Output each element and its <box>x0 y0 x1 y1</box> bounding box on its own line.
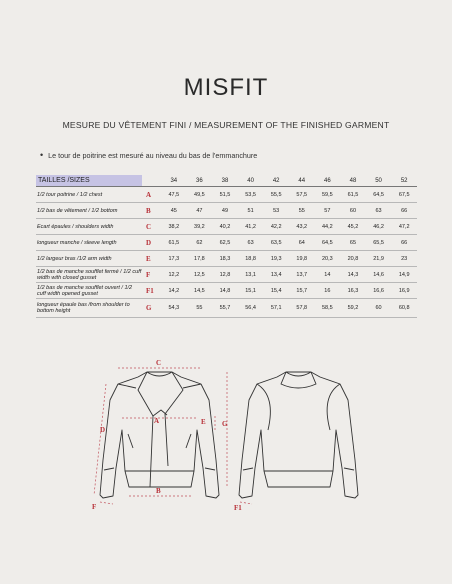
row-label: 1/2 largeur bras /1/2 arm width <box>36 251 142 267</box>
cell: 49,5 <box>187 187 213 203</box>
cell: 55,7 <box>212 299 238 318</box>
measure-label-b: B <box>156 487 161 495</box>
cell: 14 <box>315 267 341 283</box>
cell: 20,8 <box>340 251 366 267</box>
table-header-letter-cell <box>142 175 161 187</box>
cell: 47,5 <box>161 187 187 203</box>
cell: 15,7 <box>289 283 315 299</box>
cell: 57,1 <box>263 299 289 318</box>
size-header: 50 <box>366 175 392 187</box>
cell: 23 <box>391 251 417 267</box>
measure-label-f1: F1 <box>234 504 242 512</box>
cell: 20,3 <box>315 251 341 267</box>
cell: 57,8 <box>289 299 315 318</box>
row-letter: G <box>142 299 161 318</box>
cell: 38,2 <box>161 219 187 235</box>
cell: 57 <box>315 203 341 219</box>
cell: 51 <box>238 203 264 219</box>
cell: 51,5 <box>212 187 238 203</box>
jacket-technical-drawing <box>0 350 452 530</box>
measure-label-c: C <box>156 359 162 367</box>
table-row <box>36 235 417 251</box>
cell: 14,8 <box>212 283 238 299</box>
row-letter: B <box>142 203 161 219</box>
cell: 45 <box>161 203 187 219</box>
cell: 66 <box>391 235 417 251</box>
table-header-label: TAILLES /SIZES <box>36 175 142 187</box>
cell: 12,5 <box>187 267 213 283</box>
size-header: 48 <box>340 175 366 187</box>
cell: 39,2 <box>187 219 213 235</box>
cell: 62,5 <box>212 235 238 251</box>
cell: 56,4 <box>238 299 264 318</box>
cell: 54,3 <box>161 299 187 318</box>
cell: 12,8 <box>212 267 238 283</box>
table-row <box>36 299 417 318</box>
cell: 61,5 <box>161 235 187 251</box>
row-label: 1/2 bas de manche soufflet fermé / 1/2 cuff width with closed gusset <box>37 268 142 281</box>
cell: 46,2 <box>366 219 392 235</box>
cell: 45,2 <box>340 219 366 235</box>
bullet-icon: • <box>40 150 44 160</box>
row-letter: D <box>142 235 161 251</box>
size-header: 46 <box>315 175 341 187</box>
cell: 63 <box>238 235 264 251</box>
cell: 55 <box>289 203 315 219</box>
cell: 13,1 <box>238 267 264 283</box>
note-text: Le tour de poitrine est mesuré au niveau du bas de l'emmanchure <box>48 151 258 160</box>
chest-note <box>40 150 257 160</box>
cell: 64,5 <box>366 187 392 203</box>
size-header: 36 <box>187 175 213 187</box>
measure-label-f: F <box>92 503 97 511</box>
measure-label-g: G <box>222 420 228 428</box>
table-row <box>36 267 417 283</box>
cell: 59,2 <box>340 299 366 318</box>
cell: 14,6 <box>366 267 392 283</box>
cell: 19,3 <box>263 251 289 267</box>
cell: 13,4 <box>263 267 289 283</box>
cell: 61,5 <box>340 187 366 203</box>
cell: 18,3 <box>212 251 238 267</box>
cell: 16,6 <box>366 283 392 299</box>
size-header: 44 <box>289 175 315 187</box>
table-row <box>36 203 417 219</box>
row-label: 1/2 tour poitrine / 1/2 chest <box>36 187 142 203</box>
cell: 53 <box>263 203 289 219</box>
cell: 67,5 <box>391 187 417 203</box>
measure-label-d: D <box>100 426 106 434</box>
row-letter: E <box>142 251 161 267</box>
cell: 49 <box>212 203 238 219</box>
row-label: longueur manche / sleeve length <box>36 235 142 251</box>
table-row <box>36 251 417 267</box>
cell: 59,5 <box>315 187 341 203</box>
cell: 64 <box>289 235 315 251</box>
back-measure-lines <box>234 502 252 512</box>
cell: 60 <box>366 299 392 318</box>
cell: 14,9 <box>391 267 417 283</box>
cell: 55 <box>187 299 213 318</box>
row-label: 1/2 bas de vêtement / 1/2 bottom <box>36 203 142 219</box>
table-row <box>36 219 417 235</box>
cell: 42,2 <box>263 219 289 235</box>
front-measure-lines <box>92 359 228 511</box>
cell: 57,5 <box>289 187 315 203</box>
size-header: 42 <box>263 175 289 187</box>
size-header: 38 <box>212 175 238 187</box>
cell: 43,2 <box>289 219 315 235</box>
cell: 17,8 <box>187 251 213 267</box>
cell: 53,5 <box>238 187 264 203</box>
row-label: 1/2 bas de manche soufflet ouvert / 1/2 cuff width opened gusset <box>36 283 142 299</box>
cell: 41,2 <box>238 219 264 235</box>
table-row <box>36 187 417 203</box>
cell: 14,2 <box>161 283 187 299</box>
row-label: longueur épaule bas /from shoulder to bottom height <box>36 299 142 318</box>
cell: 15,4 <box>263 283 289 299</box>
back-jacket-drawing <box>239 372 358 498</box>
cell: 17,3 <box>161 251 187 267</box>
cell: 19,8 <box>289 251 315 267</box>
measure-label-e: E <box>201 418 206 426</box>
cell: 15,1 <box>238 283 264 299</box>
cell: 16,9 <box>391 283 417 299</box>
cell: 12,2 <box>161 267 187 283</box>
cell: 47,2 <box>391 219 417 235</box>
row-letter: F <box>142 267 161 283</box>
table-header-row <box>36 175 417 187</box>
row-letter: F1 <box>142 283 161 299</box>
page-subtitle: MESURE DU VÊTEMENT FINI / MEASUREMENT OF THE FINISHED GARMENT <box>62 120 390 130</box>
cell: 60 <box>340 203 366 219</box>
cell: 66 <box>391 203 417 219</box>
cell: 14,3 <box>340 267 366 283</box>
size-header: 34 <box>161 175 187 187</box>
size-header: 52 <box>391 175 417 187</box>
table-row <box>36 283 417 299</box>
row-letter: C <box>142 219 161 235</box>
measure-label-a: A <box>154 417 160 425</box>
cell: 18,8 <box>238 251 264 267</box>
cell: 58,5 <box>315 299 341 318</box>
cell: 13,7 <box>289 267 315 283</box>
cell: 62 <box>187 235 213 251</box>
cell: 21,9 <box>366 251 392 267</box>
cell: 63,5 <box>263 235 289 251</box>
cell: 55,5 <box>263 187 289 203</box>
cell: 65 <box>340 235 366 251</box>
cell: 47 <box>187 203 213 219</box>
cell: 14,5 <box>187 283 213 299</box>
cell: 63 <box>366 203 392 219</box>
cell: 40,2 <box>212 219 238 235</box>
size-header: 40 <box>238 175 264 187</box>
front-jacket-drawing <box>100 372 219 498</box>
cell: 16,3 <box>340 283 366 299</box>
cell: 44,2 <box>315 219 341 235</box>
cell: 16 <box>315 283 341 299</box>
row-label: Ecart épaules / shoulders width <box>36 219 142 235</box>
row-letter: A <box>142 187 161 203</box>
cell: 60,8 <box>391 299 417 318</box>
page-title: MISFIT <box>183 74 269 101</box>
cell: 65,5 <box>366 235 392 251</box>
cell: 64,5 <box>315 235 341 251</box>
size-table <box>36 175 417 318</box>
